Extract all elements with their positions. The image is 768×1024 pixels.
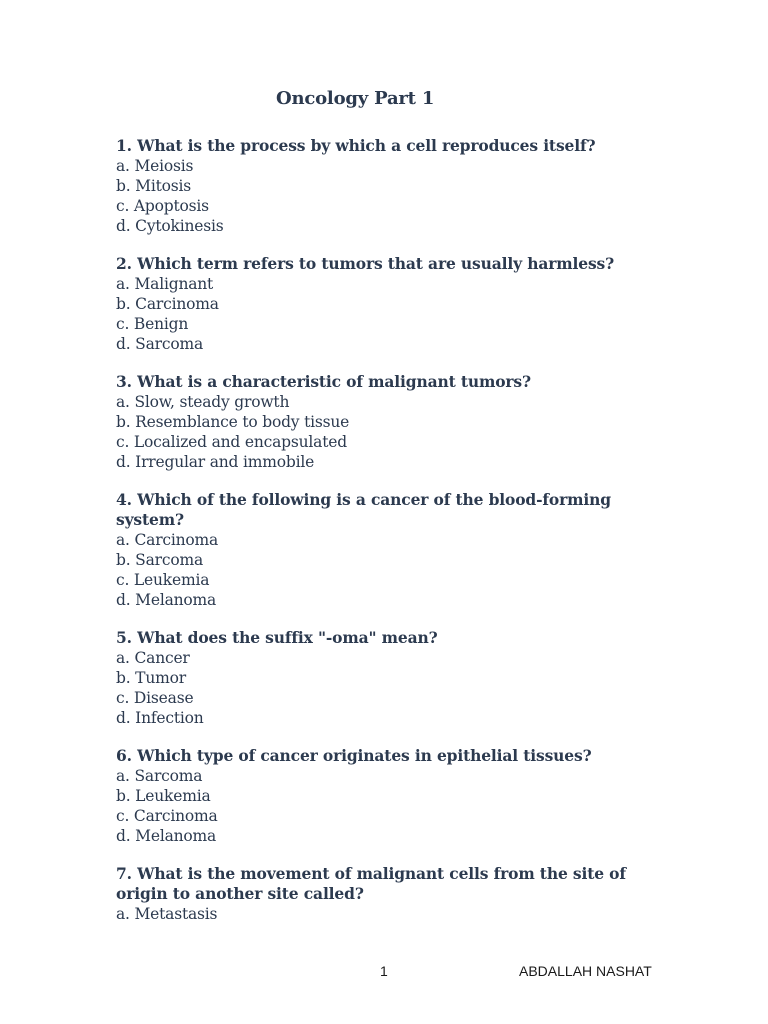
answer-option: a. Slow, steady growth bbox=[116, 393, 290, 411]
answer-option: a. Sarcoma bbox=[116, 767, 203, 785]
question-text: 1. What is the process by which a cell reproduces itself? bbox=[116, 136, 596, 155]
answer-option: b. Mitosis bbox=[116, 177, 192, 195]
answer-option: b. Resemblance to body tissue bbox=[116, 413, 350, 431]
question-text: 2. Which term refers to tumors that are usually harmless? bbox=[116, 254, 615, 273]
question-block bbox=[116, 746, 636, 846]
question-text: 7. What is the movement of malignant cells from the site of origin to another site called? bbox=[116, 864, 626, 903]
answer-option: c. Carcinoma bbox=[116, 807, 218, 825]
answer-option: d. Irregular and immobile bbox=[116, 453, 315, 471]
answer-option: c. Localized and encapsulated bbox=[116, 433, 347, 451]
question-block bbox=[116, 372, 636, 472]
answer-option: c. Disease bbox=[116, 689, 194, 707]
answer-option: c. Apoptosis bbox=[116, 197, 209, 215]
answer-option: b. Leukemia bbox=[116, 787, 211, 805]
answer-option: a. Carcinoma bbox=[116, 531, 219, 549]
question-text: 5. What does the suffix "-oma" mean? bbox=[116, 628, 438, 647]
answer-option: b. Tumor bbox=[116, 669, 186, 687]
question-block bbox=[116, 490, 636, 610]
answer-option: c. Benign bbox=[116, 315, 189, 333]
question-block bbox=[116, 136, 636, 236]
answer-option: c. Leukemia bbox=[116, 571, 210, 589]
answer-option: b. Carcinoma bbox=[116, 295, 219, 313]
question-text: 4. Which of the following is a cancer of the blood-forming system? bbox=[116, 490, 611, 529]
document-title: Oncology Part 1 bbox=[276, 88, 435, 109]
question-text: 3. What is a characteristic of malignant tumors? bbox=[116, 372, 531, 391]
answer-option: d. Melanoma bbox=[116, 591, 217, 609]
answer-option: d. Cytokinesis bbox=[116, 217, 224, 235]
answer-option: a. Malignant bbox=[116, 275, 214, 293]
answer-option: a. Cancer bbox=[116, 649, 190, 667]
footer-author: ABDALLAH NASHAT bbox=[519, 963, 652, 979]
answer-option: a. Meiosis bbox=[116, 157, 194, 175]
page-number: 1 bbox=[380, 963, 388, 979]
answer-option: d. Melanoma bbox=[116, 827, 217, 845]
question-block bbox=[116, 628, 636, 728]
answer-option: d. Infection bbox=[116, 709, 204, 727]
answer-option: a. Metastasis bbox=[116, 905, 218, 923]
answer-option: b. Sarcoma bbox=[116, 551, 203, 569]
question-text: 6. Which type of cancer originates in epithelial tissues? bbox=[116, 746, 592, 765]
answer-option: d. Sarcoma bbox=[116, 335, 203, 353]
question-block bbox=[116, 254, 636, 354]
question-block bbox=[116, 864, 636, 924]
question-list bbox=[116, 136, 636, 942]
